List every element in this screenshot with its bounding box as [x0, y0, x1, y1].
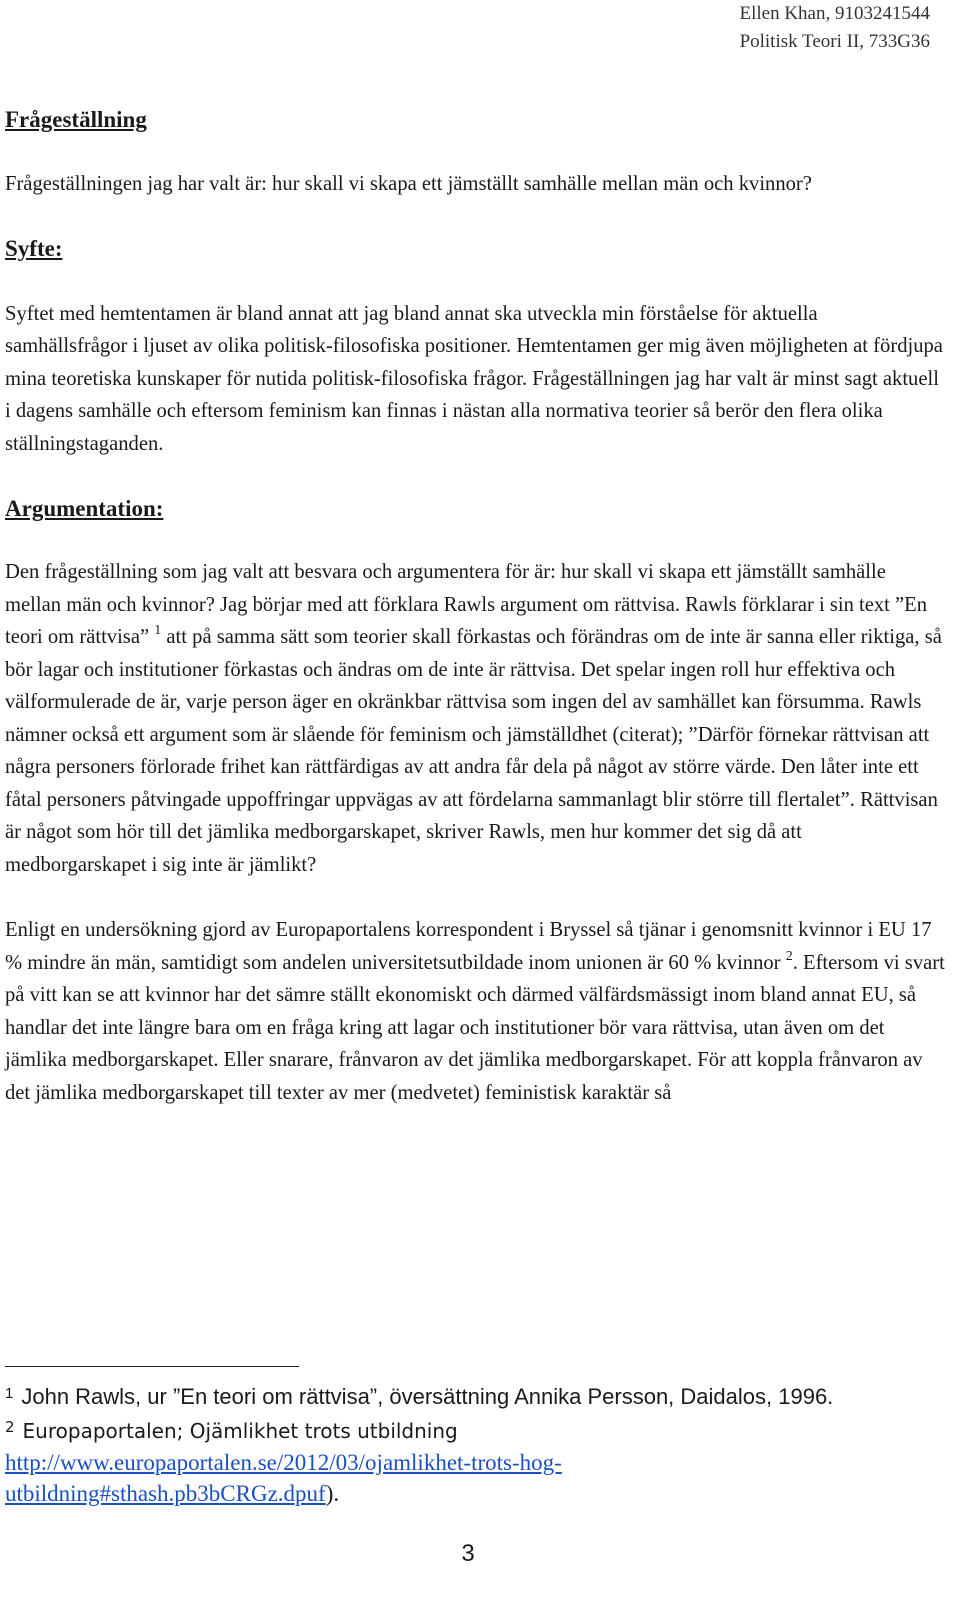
footnote-1-number: 1 — [5, 1385, 14, 1402]
document-header — [530, 0, 930, 56]
paragraph-argumentation-1 — [5, 556, 945, 881]
footnote-ref-1[interactable]: 1 — [154, 623, 162, 638]
footnote-2-text: Europaportalen; Ojämlikhet trots utbildning — [22, 1419, 458, 1443]
footnotes — [5, 1378, 945, 1509]
footnote-1-text: John Rawls, ur ”En teori om rättvisa”, översättning Annika Persson, Daidalos, 1996. — [21, 1384, 834, 1409]
heading-fragestallning: Frågeställning — [5, 107, 147, 132]
paragraph-syfte: Syftet med hemtentamen är bland annat att jag bland annat ska utveckla min förståelse för aktuella samhällsfrågor i ljuset av olika politisk-filosofiska positioner. Hemtentamen ger mig även möjligheten at fördjupa mina teoretiska kunskaper för nutida politisk-filosofiska frågor. Frågeställningen jag har valt är minst sagt aktuell i dagens samhälle och eftersom feminism kan finnas i nästan alla normativa teorier så berör den flera olika ställningstaganden. — [5, 302, 943, 455]
course-line: Politisk Teori II, 733G36 — [739, 31, 930, 52]
footnote-ref-2[interactable]: 2 — [785, 948, 793, 964]
footnote-2-link[interactable] — [5, 1450, 562, 1506]
paragraph-text: . Eftersom vi svart på vitt kan se att kvinnor har det sämre ställt ekonomiskt och därmed välfärdsmässigt inom bland annat EU, så handlar det inte längre bara om en fråga kring att lagar och institutioner bör vara rättvisa, utan även om det jämlika medborgarskapet. Eller snarare, frånvaron av det jämlika medborgarskapet. För att koppla frånvaron av det jämlika medborgarskapet till texter av mer (medvetet) feministisk karaktär så — [5, 951, 945, 1104]
paragraph-fragestallning: Frågeställningen jag har valt är: hur skall vi skapa ett jämställt samhälle mellan män och kvinnor? — [5, 173, 812, 195]
page-number: 3 — [461, 1540, 475, 1567]
footnote-2-number: 2 — [5, 1418, 15, 1436]
paragraph-argumentation-2 — [5, 914, 945, 1109]
link-line-1: http://www.europaportalen.se/2012/03/ojamlikhet-trots-hog- — [5, 1450, 562, 1475]
document-body — [5, 104, 945, 1109]
heading-argumentation: Argumentation: — [5, 496, 164, 521]
paragraph-text: Den frågeställning som jag valt att besvara och argumentera för är: hur skall vi skapa ett jämställt samhälle mellan män och kvinnor? Jag börjar med att förklara Rawls argument om rättvisa. Rawls förklarar i sin text ”En teori om rättvisa” — [5, 561, 928, 648]
footnote-divider — [5, 1366, 299, 1367]
paragraph-text: att på samma sätt som teorier skall förkastas och förändras om de inte är sanna eller riktiga, så bör lagar och institutioner förkastas och ändras om de inte är rättvisa. Det spelar ingen roll hur effektiva och välformulerade de är, varje person äger en okränkbar rättvisa som ingen del av samhället kan försumma. Rawls nämner också ett argument som är slående för feminism och jämställdhet (citerat); ”Därför förnekar rättvisan att några personers förlorade frihet kan rättfärdigas av att andra får dela på något av större värde. Den låter inte ett fåtal personers påtvingade uppoffringar uppvägas av att fördelarna sammanlagt blir större till flertalet”. Rättvisan är något som hör till det jämlika medborgarskapet, skriver Rawls, men hur kommer det sig då att medborgarskapet i sig inte är jämlikt? — [5, 626, 942, 876]
footnote-2-closing: ). — [325, 1481, 340, 1506]
footnote-2 — [5, 1412, 945, 1447]
paragraph-text: Enligt en undersökning gjord av Europaportalens korrespondent i Bryssel så tjänar i genomsnitt kvinnor i EU 17 % mindre än män, samtidigt som andelen universitetsutbildade inom unionen är 60 % kvinnor — [5, 919, 932, 974]
link-line-2: utbildning#sthash.pb3bCRGz.dpuf — [5, 1481, 326, 1506]
footnote-1 — [5, 1378, 945, 1412]
heading-syfte: Syfte: — [5, 235, 63, 261]
author-line: Ellen Khan, 9103241544 — [739, 3, 930, 24]
footnote-2-link-block — [5, 1447, 945, 1509]
